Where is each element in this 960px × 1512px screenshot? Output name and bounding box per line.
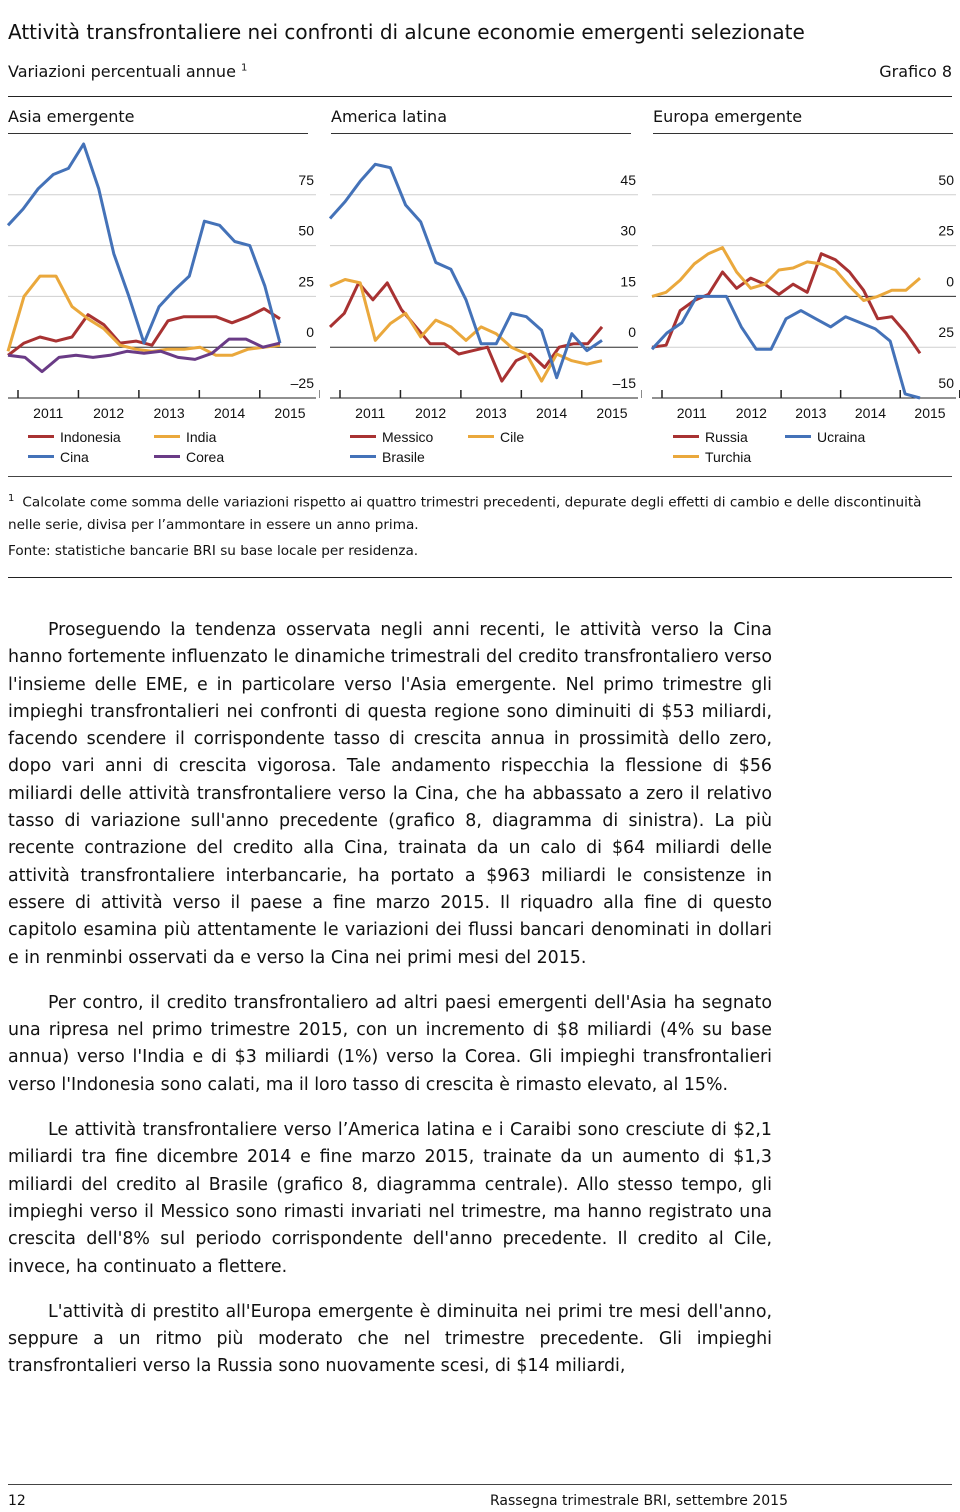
legend-label: Turchia <box>705 449 752 465</box>
legend-item-turchia <box>673 449 751 465</box>
series-line-cina <box>8 144 280 343</box>
legend-item-cile <box>468 429 524 445</box>
legend-label: Cile <box>500 429 525 445</box>
x-tick-label: 2012 <box>735 405 767 421</box>
chart-latam <box>322 134 642 430</box>
legend-label: Ucraina <box>817 429 866 445</box>
header-rule <box>8 96 952 97</box>
chart-europe <box>644 134 960 430</box>
chart-asia <box>0 134 320 430</box>
footer-rule <box>8 1484 952 1485</box>
x-tick-label: 2011 <box>33 405 64 421</box>
legend-label: Brasile <box>382 449 425 465</box>
footnote-mark: 1 <box>8 493 15 504</box>
x-tick-label: 2015 <box>596 405 628 421</box>
body-text <box>8 617 772 1399</box>
y-tick-label: 25 <box>938 222 954 239</box>
legend-item-india <box>154 429 216 445</box>
legend-swatch <box>673 435 699 438</box>
legend-item-indonesia <box>28 429 121 445</box>
y-tick-label: 50 <box>938 375 954 391</box>
footnote-rule <box>8 476 952 477</box>
legend-item-ucraina <box>785 429 865 445</box>
subtitle-text: Variazioni percentuali annue <box>8 62 236 81</box>
publication-name: Rassegna trimestrale BRI, settembre 2015 <box>490 1493 788 1509</box>
x-tick-label: 2012 <box>415 405 447 421</box>
legend-swatch <box>154 455 180 458</box>
x-tick-label: 2014 <box>854 405 887 421</box>
series-line-indonesia <box>8 309 280 356</box>
x-tick-label: 2014 <box>213 405 246 421</box>
y-tick-label: 0 <box>628 324 636 341</box>
x-tick-label: 2015 <box>274 405 306 421</box>
figure-title: Attività transfrontaliere nei confronti di alcune economie emergenti selezionate <box>8 20 805 44</box>
paragraph: Le attività transfrontaliere verso l’America latina e i Caraibi sono cresciute di $2,1 miliardi tra fine dicembre 2014 e fine marzo 2015, trainate da un aumento di $1,3 miliardi del credito al Brasile (grafico 8, diagramma centrale). Allo stesso tempo, gli impieghi verso il Messico sono rimasti invariati nel trimestre, ma hanno registrato una crescita dell'8% sul periodo corrispondente dell'anno precedente. Il credito al Cile, invece, ha continuato a flettere. <box>8 1120 772 1277</box>
y-tick-label: 50 <box>938 171 954 188</box>
legend-swatch <box>154 435 180 438</box>
legend-label: Russia <box>705 429 748 445</box>
legend-swatch <box>350 435 376 438</box>
x-tick-label: 2013 <box>795 405 827 421</box>
y-tick-label: 25 <box>298 273 314 290</box>
page-number: 12 <box>8 1493 26 1509</box>
y-tick-label: 50 <box>298 222 314 239</box>
series-line-turchia <box>652 248 920 301</box>
panel-title-europe: Europa emergente <box>653 107 803 126</box>
legend-swatch <box>28 435 54 438</box>
legend-item-messico <box>350 429 433 445</box>
legend-label: Cina <box>60 449 89 465</box>
paragraph: Per contro, il credito transfrontaliero ad altri paesi emergenti dell'Asia ha segnato una ripresa nel primo trimestre 2015, con un incremento di $8 miliardi (4% su base annua) verso l'India e di $3 miliardi (1%) verso la Corea. Gli impieghi transfrontalieri verso l'Indonesia sono calati, ma il loro tasso di crescita è rimasto elevato, al 15%. <box>8 992 772 1095</box>
y-tick-label: 15 <box>620 273 636 290</box>
legend-label: Messico <box>382 429 434 445</box>
footnote <box>8 488 958 536</box>
paragraph: L'attività di prestito all'Europa emergente è diminuita nei primi tre mesi dell'anno, seppure a un ritmo più moderato che nel trimestre precedente. Gli impieghi transfrontalieri verso la Russia sono nuovamente scesi, di $14 miliardi, <box>8 1301 772 1377</box>
legend-latam <box>350 429 640 469</box>
legend-label: India <box>186 429 217 445</box>
legend-asia <box>28 429 318 469</box>
x-tick-label: 2013 <box>153 405 185 421</box>
x-tick-label: 2013 <box>475 405 507 421</box>
subtitle-footnote-mark: 1 <box>241 62 248 74</box>
y-tick-label: 45 <box>620 171 636 188</box>
x-tick-label: 2012 <box>93 405 125 421</box>
paragraph: Proseguendo la tendenza osservata negli anni recenti, le attività verso la Cina hanno fortemente influenzato le dinamiche trimestrali del credito transfrontaliero verso l'insieme delle EME, e in particolare verso l'Asia emergente. Nel primo trimestre gli impieghi transfrontalieri nei confronti di questa regione sono diminuiti di $53 miliardi, facendo scendere il corrispondente tasso di crescita annua in prossimità dello zero, dopo vari anni di crescita vigorosa. Tale andamento rispecchia la flessione di $56 miliardi delle attività transfrontaliere verso la Cina, che ha abbassato a zero il relativo tasso di variazione sull'anno precedente (grafico 8, diagramma di sinistra). La più recente contrazione del credito alla Cina, trainata da un calo di $64 miliardi delle attività transfrontaliere interbancarie, ha portato a $963 miliardi le consistenze in essere di attività verso il paese a fine marzo 2015. Il riquadro alla fine di questo capitolo esamina più attentamente le variazioni dei flussi bancari denominati in dollari e in renminbi osservati da e verso la Cina nei primi mesi del 2015. <box>8 620 772 968</box>
figure-bottom-rule <box>8 577 952 578</box>
footnote-text: Calcolate come somma delle variazioni rispetto ai quattro trimestri precedenti, depurate degli effetti di cambio e delle discontinuità nelle serie, divisa per l’ammontare in essere un anno prima. <box>8 494 922 533</box>
x-tick-label: 2011 <box>355 405 386 421</box>
legend-swatch <box>28 455 54 458</box>
x-tick-label: 2015 <box>914 405 946 421</box>
y-tick-label: –15 <box>612 375 636 391</box>
legend-item-brasile <box>350 449 425 465</box>
x-tick-label: 2014 <box>535 405 568 421</box>
legend-label: Indonesia <box>60 429 121 445</box>
y-tick-label: 0 <box>946 273 954 290</box>
legend-europe <box>673 429 953 469</box>
x-tick-label: 2011 <box>676 405 707 421</box>
legend-item-russia <box>673 429 748 445</box>
y-tick-label: 25 <box>938 324 954 341</box>
panel-title-latam: America latina <box>331 107 447 126</box>
panel-title-asia: Asia emergente <box>8 107 135 126</box>
legend-swatch <box>785 435 811 438</box>
legend-swatch <box>673 455 699 458</box>
legend-swatch <box>468 435 494 438</box>
figure-subtitle <box>8 62 247 81</box>
legend-label: Corea <box>186 449 225 465</box>
legend-swatch <box>350 455 376 458</box>
source-note: Fonte: statistiche bancarie BRI su base locale per residenza. <box>8 543 419 559</box>
y-tick-label: –25 <box>290 375 314 391</box>
legend-item-cina <box>28 449 89 465</box>
y-tick-label: 30 <box>620 222 636 239</box>
y-tick-label: 0 <box>306 324 314 341</box>
figure-label: Grafico 8 <box>879 62 952 81</box>
y-tick-label: 75 <box>298 171 314 188</box>
legend-item-corea <box>154 449 224 465</box>
